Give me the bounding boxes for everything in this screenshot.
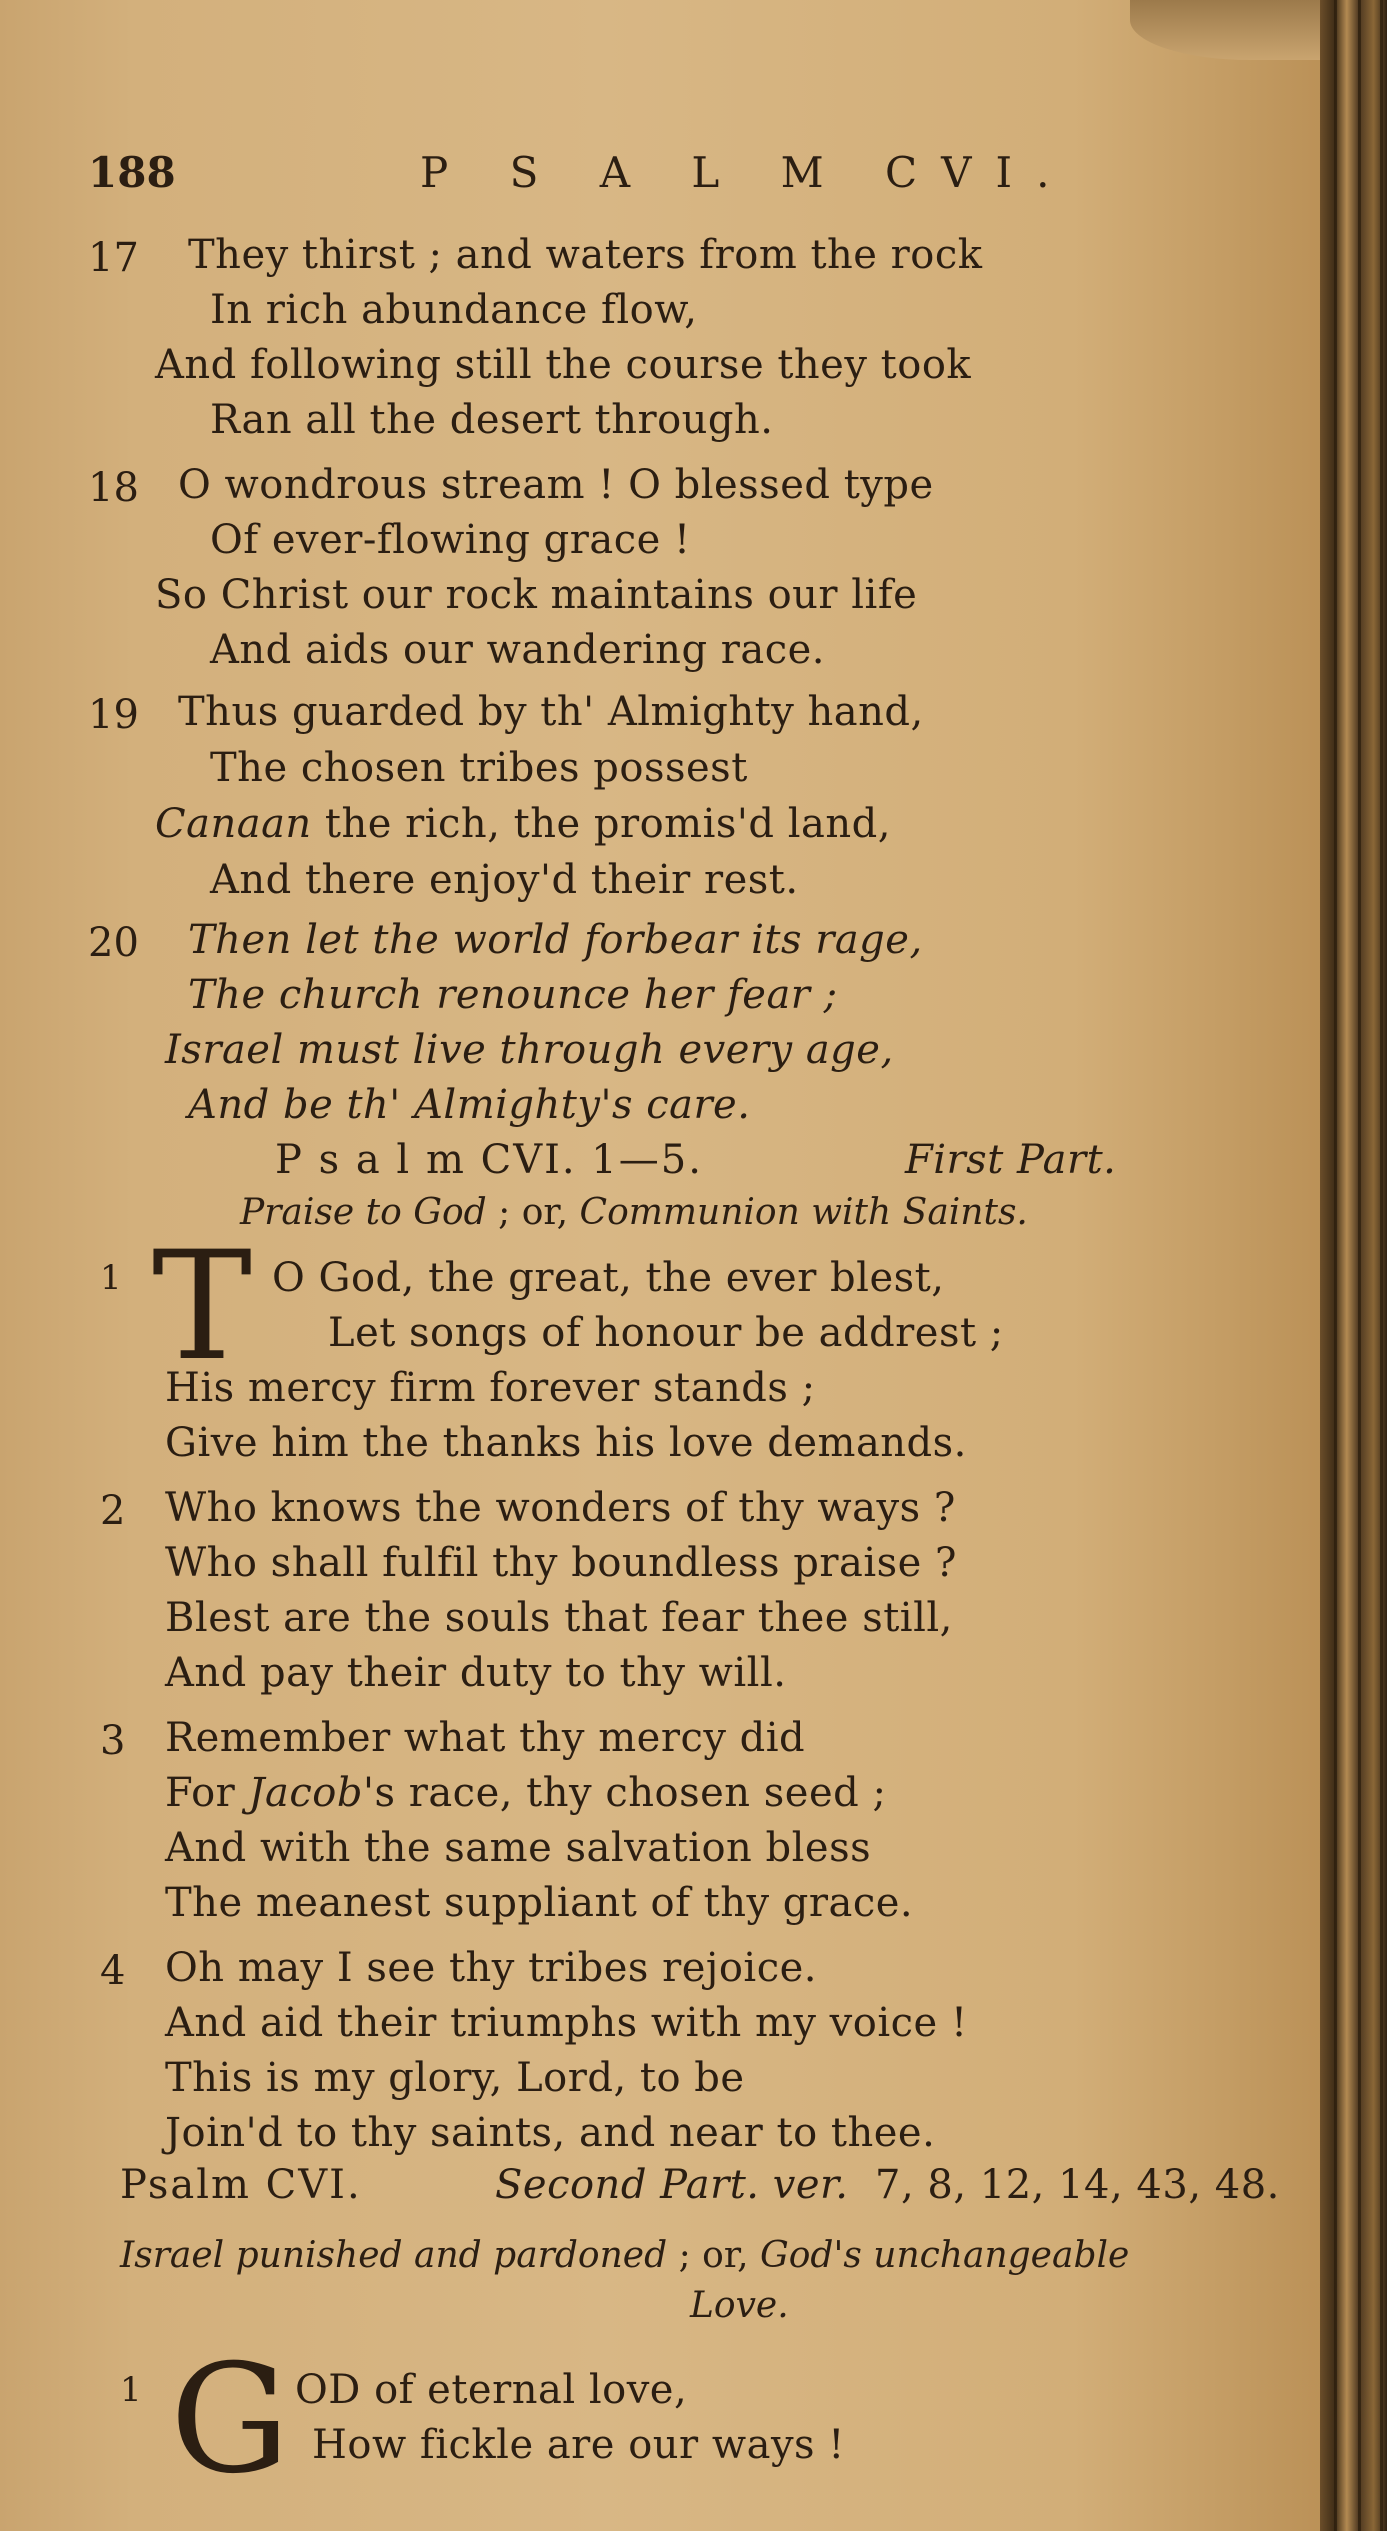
verse-line: How fickle are our ways ! [312,2422,845,2468]
verse-line: Join'd to thy saints, and near to thee. [165,2110,936,2156]
verse-line: The church renounce her fear ; [188,972,838,1018]
verse-line: OD of eternal love, [295,2367,688,2413]
verse-line: Let songs of honour be addrest ; [328,1310,1004,1356]
verse-line: And aids our wandering race. [210,627,826,673]
verse-line: Give him the thanks his love demands. [165,1420,967,1466]
verse-line: This is my glory, Lord, to be [165,2055,745,2101]
drop-cap: T [152,1220,253,1394]
section-part: First Part. [905,1137,1117,1183]
verse-line: O wondrous stream ! O blessed type [178,462,934,508]
verse-number: 18 [88,465,139,511]
verse-number: 17 [88,235,139,281]
verse-number: 2 [100,1488,126,1534]
verse-line: Who shall fulfil thy boundless praise ? [165,1540,957,1586]
verse-number: 1 [120,2370,142,2410]
section-title: P s a l m CVI. 1—5. [275,1137,703,1183]
verse-line: And with the same salvation bless [165,1825,872,1871]
verse-line: Then let the world forbear its rage, [188,917,923,963]
place-name-canaan: Canaan [155,801,312,847]
section-subtitle-cont: Love. [690,2285,789,2326]
verse-line: Ran all the desert through. [210,397,774,443]
section-subtitle: Israel punished and pardoned ; or, God's unchangeable [120,2235,1130,2276]
verse-line: And aid their triumphs with my voice ! [165,2000,968,2046]
verse-line: Of ever-flowing grace ! [210,517,691,563]
section-part: Second Part. ver. [495,2162,849,2208]
verse-number: 3 [100,1718,126,1764]
verse-line: Thus guarded by th' Almighty hand, [178,689,924,735]
verse-line: Oh may I see thy tribes rejoice. [165,1945,817,1991]
running-head: P S A L M CVI. [420,148,1074,197]
verse-line: Blest are the souls that fear thee still, [165,1595,953,1641]
verse-line: So Christ our rock maintains our life [155,572,918,618]
verse-line: Remember what thy mercy did [165,1715,806,1761]
verse-line: O God, the great, the ever blest, [272,1255,945,1301]
verse-line: For Jacob's race, thy chosen seed ; [165,1770,887,1816]
verse-number: 20 [88,920,139,966]
verse-line: They thirst ; and waters from the rock [188,232,983,278]
verse-line: And following still the course they took [155,342,972,388]
verse-line: And be th' Almighty's care. [188,1082,751,1128]
verse-line: And pay their duty to thy will. [165,1650,787,1696]
section-title: Psalm CVI. [120,2162,362,2208]
section-subtitle: Praise to God ; or, Communion with Saints. [240,1192,1028,1233]
verse-number: 1 [100,1258,122,1298]
name-jacob: Jacob [248,1770,363,1816]
verse-references: 7, 8, 12, 14, 43, 48. [875,2162,1280,2208]
verse-line-rest: the rich, the promis'd land, [324,801,891,847]
verse-line: Israel must live through every age, [165,1027,894,1073]
verse-line: Who knows the wonders of thy ways ? [165,1485,956,1531]
book-spine-edge [1320,0,1387,2531]
verse-number: 4 [100,1948,126,1994]
page-curl [1130,0,1340,60]
page-number: 188 [88,148,176,197]
verse-line: The meanest suppliant of thy grace. [165,1880,914,1926]
verse-line: And there enjoy'd their rest. [210,857,799,903]
verse-line: His mercy firm forever stands ; [165,1365,816,1411]
drop-cap: G [170,2333,290,2507]
verse-line [155,801,891,847]
verse-number: 19 [88,692,139,738]
verse-line: In rich abundance flow, [210,287,698,333]
verse-line: The chosen tribes possest [210,745,748,791]
